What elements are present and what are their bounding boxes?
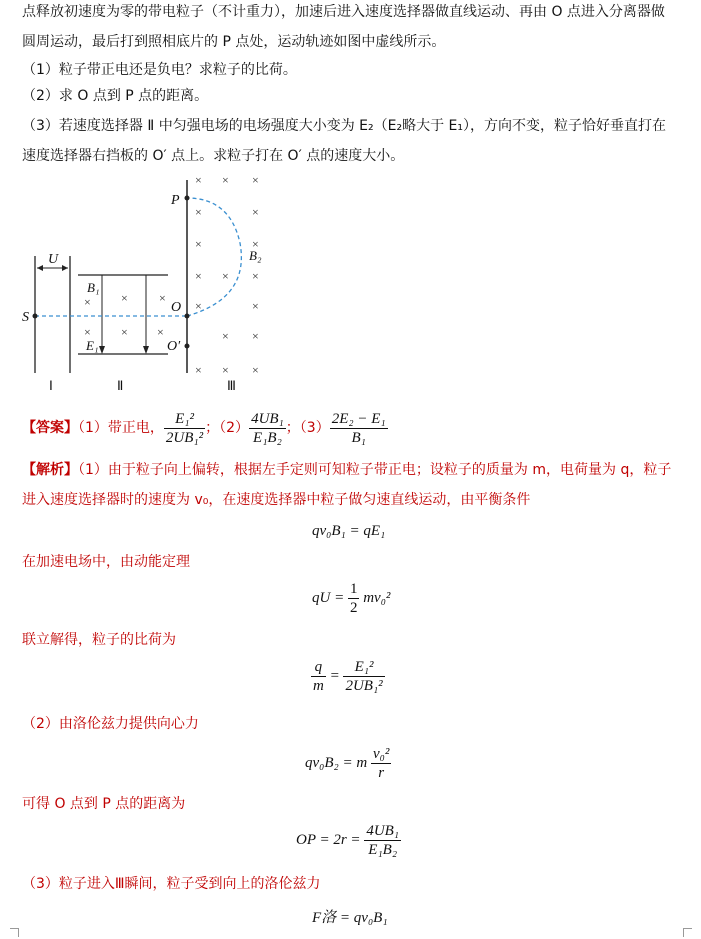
eq4-left: qv₀B₂ = m [305, 754, 368, 771]
b-field-cross: × [252, 329, 259, 343]
problem-line-1: 点释放初速度为零的带电粒子（不计重力），加速后进入速度选择器做直线运动、再由 O 点进入分离器做 [22, 4, 665, 20]
question-2: （2）求 O 点到 P 点的距离。 [22, 88, 209, 104]
b-field-cross: × [84, 295, 91, 309]
b-field-cross: × [252, 237, 259, 251]
label-U: U [48, 252, 59, 267]
label-region-3: Ⅲ [227, 378, 236, 393]
label-region-2: Ⅱ [117, 378, 124, 393]
page-corner-mark [10, 928, 19, 937]
eq2-half-fraction [348, 580, 360, 617]
eq5-left: OP = 2r = [296, 831, 361, 848]
eq3-num: q [311, 658, 326, 677]
b-field-cross: × [222, 269, 229, 283]
equation-force-balance: qv₀B₁ = qE₁ [312, 523, 386, 539]
eq3-right-fraction [343, 658, 384, 695]
answer-3-fraction [330, 410, 388, 447]
analysis-text-distance: 可得 O 点到 P 点的距离为 [22, 796, 186, 812]
eq5-fraction [364, 822, 401, 859]
b-field-cross: × [252, 299, 259, 313]
question-1: （1）粒子带正电还是负电？求粒子的比荷。 [22, 62, 297, 78]
eq2-left: qU = [312, 589, 345, 606]
analysis-text-lorentz: （2）由洛伦兹力提供向心力 [22, 716, 199, 732]
label-O-prime: O′ [167, 339, 181, 354]
label-P: P [171, 193, 180, 208]
eq4-den: r [378, 765, 385, 781]
label-B2: B₂ [249, 248, 262, 263]
problem-line-2: 圆周运动，最后打到照相底片的 P 点处，运动轨迹如图中虚线所示。 [22, 34, 446, 50]
b-field-cross: × [252, 173, 259, 187]
analysis-line-2: 进入速度选择器时的速度为 v₀，在速度选择器中粒子做匀速直线运动，由平衡条件 [22, 492, 531, 508]
b-field-cross: × [222, 173, 229, 187]
page-corner-mark [683, 928, 692, 937]
answer-separator: ； [205, 420, 220, 436]
label-region-1: Ⅰ [49, 378, 53, 393]
point-O-prime [185, 344, 190, 349]
b-field-cross: × [195, 205, 202, 219]
answer-2-denominator: E₁B₂ [253, 429, 282, 446]
b-field-cross: × [157, 325, 164, 339]
b-field-cross: × [84, 325, 91, 339]
b-field-cross: × [195, 363, 202, 377]
eq3-den: m [313, 678, 324, 694]
answer-3-numerator: 2E₂ − E₁ [331, 410, 386, 427]
eq3-rden: 2UB₁² [345, 678, 383, 694]
analysis-text-1: （1）由于粒子向上偏转，根据左手定则可知粒子带正电；设粒子的质量为 m，电荷量为 q，粒子 [78, 462, 672, 478]
b-field-cross: × [121, 291, 128, 305]
eq3-equals: = [329, 667, 340, 684]
eq5-den: E₁B₂ [368, 842, 398, 858]
equation-charge-ratio [311, 658, 385, 695]
answer-3-denominator: B₁ [351, 429, 366, 446]
answer-tag: 【答案】 [22, 420, 78, 436]
b-field-cross: × [195, 269, 202, 283]
eq4-fraction [371, 745, 391, 782]
answer-part-1-label: （1）带正电， [78, 420, 164, 436]
analysis-tag: 【解析】 [22, 462, 78, 478]
analysis-text-part-3: （3）粒子进入Ⅲ瞬间，粒子受到向上的洛伦兹力 [22, 876, 321, 892]
answer-1-numerator: E₁² [164, 410, 205, 429]
region-3-crosses [195, 173, 259, 377]
equation-centripetal [305, 745, 391, 782]
answer-part-2-label: （2） [219, 420, 250, 436]
analysis-text-kinetic: 在加速电场中，由动能定理 [22, 554, 190, 570]
eq2-num: 1 [349, 581, 358, 597]
answer-row [22, 408, 388, 448]
b-field-cross: × [252, 363, 259, 377]
answer-separator: ； [285, 420, 300, 436]
question-3-line-1: （3）若速度选择器 Ⅱ 中匀强电场的电场强度大小变为 E₂（E₂略大于 E₁），方向不变，粒子恰好垂直打在 [22, 118, 666, 134]
b-field-cross: × [222, 363, 229, 377]
question-3-line-2: 速度选择器右挡板的 O′ 点上。求粒子打在 O′ 点的速度大小。 [22, 148, 405, 164]
answer-part-3-label: （3） [299, 420, 330, 436]
point-S [33, 314, 38, 319]
label-E1: E₁ [86, 338, 99, 353]
point-P [185, 196, 190, 201]
eq2-right: mv₀² [363, 589, 391, 606]
equation-lorentz-force: F洛 = qv₀B₁ [312, 910, 388, 926]
b-field-cross: × [252, 269, 259, 283]
analysis-line-1 [22, 460, 671, 480]
eq3-rnum: E₁² [343, 658, 384, 677]
label-S: S [22, 310, 29, 325]
eq2-den: 2 [349, 600, 358, 616]
b-field-cross: × [195, 173, 202, 187]
equation-distance [296, 822, 401, 859]
eq3-left-fraction [311, 658, 326, 695]
b-field-cross: × [195, 299, 202, 313]
b-field-cross: × [159, 291, 166, 305]
label-B1: B₁ [87, 280, 100, 295]
answer-1-fraction [164, 410, 205, 447]
label-O: O [171, 300, 182, 315]
b-field-cross: × [121, 325, 128, 339]
equation-energy [312, 580, 390, 617]
point-O [185, 314, 190, 319]
answer-2-numerator: 4UB₁ [251, 410, 284, 427]
analysis-text-ratio: 联立解得，粒子的比荷为 [22, 632, 176, 648]
eq4-num: v₀² [372, 746, 390, 762]
eq5-num: 4UB₁ [366, 823, 400, 839]
velocity-selector-diagram [0, 168, 701, 398]
answer-1-denominator: 2UB₁² [165, 429, 204, 446]
b-field-cross: × [195, 237, 202, 251]
answer-2-fraction [249, 410, 286, 447]
b-field-cross: × [252, 205, 259, 219]
b-field-cross: × [222, 329, 229, 343]
